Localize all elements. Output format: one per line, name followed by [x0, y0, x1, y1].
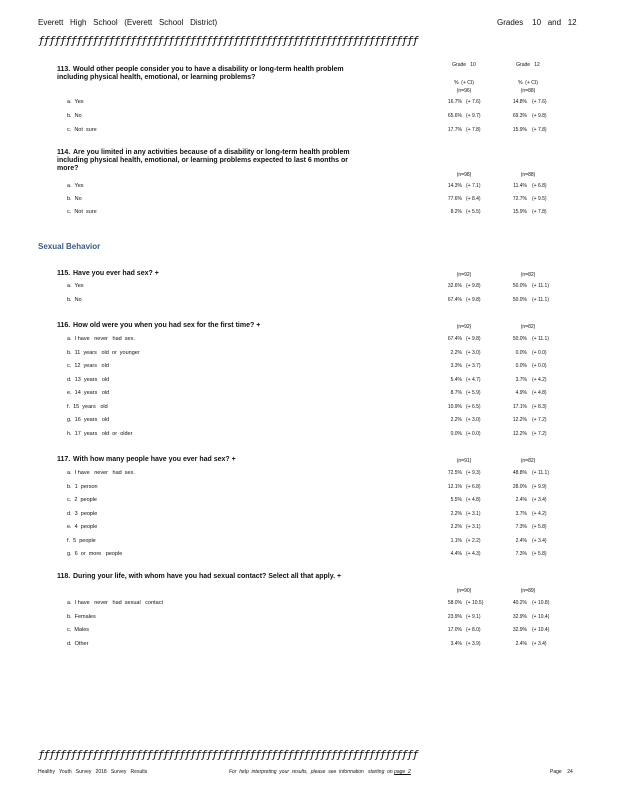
answer-option-label: a. I have never had sex. — [67, 470, 135, 476]
grade12-ci: (+ 7.2) — [532, 417, 547, 423]
answer-option-label: b. No — [67, 196, 82, 202]
answer-option-label: d. Other — [67, 640, 89, 647]
grade12-ci: (+ 10.8) — [532, 600, 550, 606]
grade12-ci: (+ 10.4) — [532, 613, 550, 620]
answer-option-label: c. Males — [67, 627, 90, 633]
question-117 — [57, 456, 367, 464]
q113-n12: (n=88) — [520, 88, 536, 94]
answer-option-label: e. 14 years old — [67, 390, 110, 396]
question-number: 118. — [57, 573, 71, 580]
grade10-percent: 2.2% — [450, 510, 462, 517]
grade10-ci: (+ 9.8) — [466, 297, 481, 303]
answer-option-label: h. 17 years old or older — [67, 430, 133, 437]
grade10-ci: (+ 3.7) — [466, 363, 481, 369]
grade10-percent: 16.7% — [447, 99, 462, 105]
question-text: With how many people have you ever had sex? + — [73, 456, 236, 463]
answer-option-label: d. 3 people — [67, 510, 98, 517]
grade10-ci: (+ 0.0) — [466, 430, 481, 437]
grade12-percent: 11.4% — [513, 183, 527, 189]
answer-option-label: a. Yes — [67, 99, 84, 105]
grade12-ci: (+ 9.9) — [532, 483, 547, 490]
grade12-percent: 28.0% — [512, 483, 527, 490]
grade10-ci: (+ 3.0) — [466, 417, 481, 423]
report-header-grades: Grades 10 and 12 — [497, 18, 577, 27]
grade10-ci: (+ 3.1) — [466, 524, 481, 530]
grade10-percent: 5.5% — [450, 497, 462, 503]
section-title: Sexual Behavior — [38, 242, 101, 251]
grade12-ci: (+ 11.1) — [532, 283, 549, 289]
footer-survey-title: Healthy Youth Survey 2018 Survey Results — [38, 769, 148, 775]
answer-option-label: c. Not sure — [67, 209, 97, 215]
question-text: During your life, with whom have you had sexual contact? Select all that apply. + — [73, 573, 342, 580]
question-118 — [57, 573, 367, 581]
grade10-ci: (+ 3.1) — [466, 510, 481, 517]
grade12-ci: (+ 4.8) — [532, 390, 547, 396]
grade10-percent: 14.3% — [447, 183, 462, 189]
question-114 — [57, 149, 367, 173]
grade12-percent: 2.4% — [515, 537, 527, 544]
answer-option-label: f. 15 years old — [67, 403, 108, 410]
answer-option-label: b. No — [67, 113, 82, 119]
grade12-ci: (+ 9.8) — [532, 113, 547, 119]
q116-n10: (n=92) — [456, 324, 472, 330]
question-115 — [57, 270, 367, 278]
q117-n10: (n=91) — [456, 458, 472, 464]
grade10-ci: (+ 7.1) — [466, 183, 481, 189]
answer-option-label: c. 2 people — [67, 497, 97, 503]
grade10-ci: (+ 8.0) — [466, 627, 481, 633]
grade10-header: Grade 10 — [452, 62, 476, 68]
grade10-percent: 5.4% — [450, 376, 462, 383]
grade10-ci: (+ 6.5) — [466, 403, 481, 410]
grade10-percent: 2.2% — [450, 349, 462, 356]
grade12-percent: 7.3% — [515, 551, 527, 557]
grade12-ci: (+ 7.8) — [532, 127, 547, 133]
grade12-ci: (+ 0.0) — [532, 349, 547, 356]
question-number: 116. — [57, 322, 71, 329]
grade10-ci: (+ 9.8) — [466, 336, 481, 342]
grade10-ci: (+ 2.2) — [466, 537, 481, 544]
q115-n10: (n=92) — [456, 272, 472, 278]
grade10-percent: 0.0% — [450, 430, 462, 437]
grade10-percent: 3.4% — [450, 640, 462, 647]
grade10-ci: (+ 3.9) — [466, 640, 481, 647]
grade12-percent: 12.2% — [512, 417, 527, 423]
answer-option-label: g. 16 years old — [67, 417, 110, 423]
answer-option-label: c. 12 years old — [67, 363, 109, 369]
grade12-percent: 72.7% — [512, 196, 527, 202]
grade10-ci: (+ 4.8) — [466, 497, 481, 503]
question-113 — [57, 66, 367, 82]
grade10-ci: (+ 8.4) — [466, 196, 481, 202]
answer-option-label: b. Females — [67, 613, 96, 620]
grade10-percent: 12.1% — [447, 483, 462, 490]
answer-option-label: d. 13 years old — [67, 376, 110, 383]
question-number: 114. — [57, 149, 71, 156]
grade12-percent: 4.9% — [515, 390, 527, 396]
grade10-ci: (+ 4.7) — [466, 376, 481, 383]
grade12-ci: (+ 3.4) — [532, 537, 547, 544]
grade10-percent: 2.2% — [450, 417, 462, 423]
answer-option-label: a. I have never had sexual contact — [67, 600, 164, 606]
grade10-percent: 3.3% — [450, 363, 462, 369]
grade12-percent: 0.0% — [515, 363, 527, 369]
grade12-percent: 7.3% — [515, 524, 527, 530]
grade12-ci: (+ 9.5) — [532, 196, 547, 202]
q115-n12: (n=82) — [520, 272, 536, 278]
question-text: How old were you when you had sex for the first time? + — [73, 322, 261, 329]
grade12-percent: 69.3% — [512, 113, 527, 119]
grade12-ci: (+ 5.8) — [532, 551, 547, 557]
grade10-ci: (+ 9.8) — [466, 283, 481, 289]
q114-n10: (n=98) — [456, 172, 472, 178]
grade12-percent: 14.8% — [512, 99, 527, 105]
header-rule: ƒƒƒƒƒƒƒƒƒƒƒƒƒƒƒƒƒƒƒƒƒƒƒƒƒƒƒƒƒƒƒƒƒƒƒƒƒƒƒƒƒƒƒƒƒƒƒƒƒƒƒƒƒƒƒƒƒƒƒƒƒƒƒƒƒƒƒƒƒƒ — [38, 34, 418, 47]
q118-n12: (n=89) — [520, 588, 536, 594]
grade10-ci: (+ 9.3) — [466, 470, 481, 476]
footer-help-text — [229, 769, 411, 775]
grade10-ci: (+ 10.5) — [466, 600, 484, 606]
grade10-ci: (+ 6.8) — [466, 483, 481, 490]
grade12-percent: 50.0% — [512, 297, 527, 303]
grade10-ci: (+ 3.0) — [466, 349, 481, 356]
footer-page-link[interactable]: page 2 — [394, 769, 411, 775]
question-text: Have you ever had sex? + — [73, 270, 159, 277]
grade12-ci: (+ 7.2) — [532, 430, 547, 437]
grade10-percent: 65.6% — [447, 113, 462, 119]
answer-option-label: f. 5 people — [67, 537, 96, 544]
grade10-ci: (+ 4.3) — [466, 551, 481, 557]
grade10-percent: 17.7% — [447, 127, 462, 133]
grade12-ci: (+ 7.6) — [532, 99, 547, 105]
grade10-percent: 77.6% — [447, 196, 462, 202]
q117-n12: (n=82) — [520, 458, 536, 464]
grade10-ci: (+ 5.9) — [466, 390, 481, 396]
grade12-ci: (+ 3.4) — [532, 640, 547, 647]
grade12-ci: (+ 5.8) — [532, 524, 547, 530]
footer-rule: ƒƒƒƒƒƒƒƒƒƒƒƒƒƒƒƒƒƒƒƒƒƒƒƒƒƒƒƒƒƒƒƒƒƒƒƒƒƒƒƒƒƒƒƒƒƒƒƒƒƒƒƒƒƒƒƒƒƒƒƒƒƒƒƒƒƒƒƒƒƒ — [38, 748, 418, 761]
question-text: Would other people consider you to have a disability or long-term health problem including physical health, emotional, or learning problems? — [57, 66, 344, 81]
grade10-percent: 8.2% — [450, 209, 462, 215]
grade10-ci: (+ 9.7) — [466, 113, 481, 119]
q114-n12: (n=88) — [520, 172, 536, 178]
grade12-ci: (+ 3.4) — [532, 497, 547, 503]
grade12-percent: 50.0% — [512, 283, 527, 289]
grade10-percent: 1.1% — [450, 537, 462, 544]
answer-option-label: b. 1 person — [67, 483, 98, 490]
grade10-ci: (+ 9.1) — [466, 613, 481, 620]
grade10-percent: 72.5% — [447, 470, 462, 476]
grade10-percent: 2.2% — [450, 524, 462, 530]
grade12-percent: 2.4% — [515, 497, 527, 503]
grade10-percent: 8.7% — [450, 390, 462, 396]
question-text: Are you limited in any activities because of a disability or long-term health problem including physical health, emotional, or learning problems expected to last 6 months or more? — [57, 149, 350, 172]
grade12-percent: 3.7% — [515, 376, 527, 383]
footer-help-label: For help interpreting your results, please see information starting on — [229, 769, 395, 775]
q113-n10: (n=96) — [456, 88, 472, 94]
grade12-percent: 32.9% — [512, 627, 527, 633]
grade12-percent: 32.9% — [512, 613, 527, 620]
answer-option-label: a. Yes — [67, 283, 84, 289]
grade12-ci: (+ 10.4) — [532, 627, 550, 633]
grade10-ci: (+ 5.5) — [466, 209, 481, 215]
grade12-ci: (+ 11.1) — [532, 470, 549, 476]
grade10-percent: 58.0% — [447, 600, 462, 606]
grade12-percent: 0.0% — [515, 349, 527, 356]
question-number: 117. — [57, 456, 71, 463]
answer-option-label: e. 4 people — [67, 524, 98, 530]
grade10-percent: 23.9% — [447, 613, 462, 620]
grade12-percent: 3.7% — [515, 510, 527, 517]
answer-option-label: b. 11 years old or younger — [67, 349, 140, 356]
grade10-percent: 67.4% — [447, 297, 462, 303]
grade12-percent: 17.1% — [512, 403, 527, 410]
grade12-ci: (+ 4.2) — [532, 376, 547, 383]
q118-n10: (n=90) — [456, 588, 472, 594]
footer-page-number: Page 24 — [550, 769, 573, 775]
grade10-percent: 10.9% — [447, 403, 462, 410]
grade12-ci: (+ 6.8) — [532, 183, 547, 189]
report-header-school: Everett High School (Everett School District) — [38, 18, 218, 27]
grade12-percent: 40.2% — [512, 600, 527, 606]
grade12-ci: (+ 11.1) — [532, 336, 549, 342]
answer-option-label: a. Yes — [67, 183, 84, 189]
grade10-percent: 17.0% — [447, 627, 462, 633]
grade10-pct-header: % (+ CI) — [454, 80, 474, 86]
answer-option-label: a. I have never had sex. — [67, 336, 135, 342]
question-number: 115. — [57, 270, 71, 277]
grade10-percent: 32.6% — [447, 283, 462, 289]
grade12-ci: (+ 11.1) — [532, 297, 549, 303]
answer-option-label: g. 6 or more people — [67, 551, 123, 557]
grade12-pct-header: % (+ CI) — [518, 80, 538, 86]
grade12-ci: (+ 8.3) — [532, 403, 547, 410]
grade12-percent: 15.9% — [512, 209, 527, 215]
question-number: 113. — [57, 66, 71, 73]
grade12-ci: (+ 0.0) — [532, 363, 547, 369]
grade12-percent: 15.9% — [512, 127, 527, 133]
answer-option-label: c. Not sure — [67, 127, 97, 133]
grade10-percent: 4.4% — [450, 551, 462, 557]
q116-n12: (n=82) — [520, 324, 536, 330]
grade10-percent: 67.4% — [447, 336, 462, 342]
grade12-ci: (+ 4.2) — [532, 510, 547, 517]
grade12-percent: 2.4% — [515, 640, 527, 647]
question-116 — [57, 322, 367, 330]
answer-option-label: b. No — [67, 297, 82, 303]
grade12-percent: 12.2% — [512, 430, 527, 437]
grade12-ci: (+ 7.8) — [532, 209, 547, 215]
grade12-percent: 50.0% — [512, 336, 527, 342]
grade12-header: Grade 12 — [516, 62, 540, 68]
grade10-ci: (+ 7.8) — [466, 127, 481, 133]
grade12-percent: 48.8% — [512, 470, 527, 476]
grade10-ci: (+ 7.6) — [466, 99, 481, 105]
